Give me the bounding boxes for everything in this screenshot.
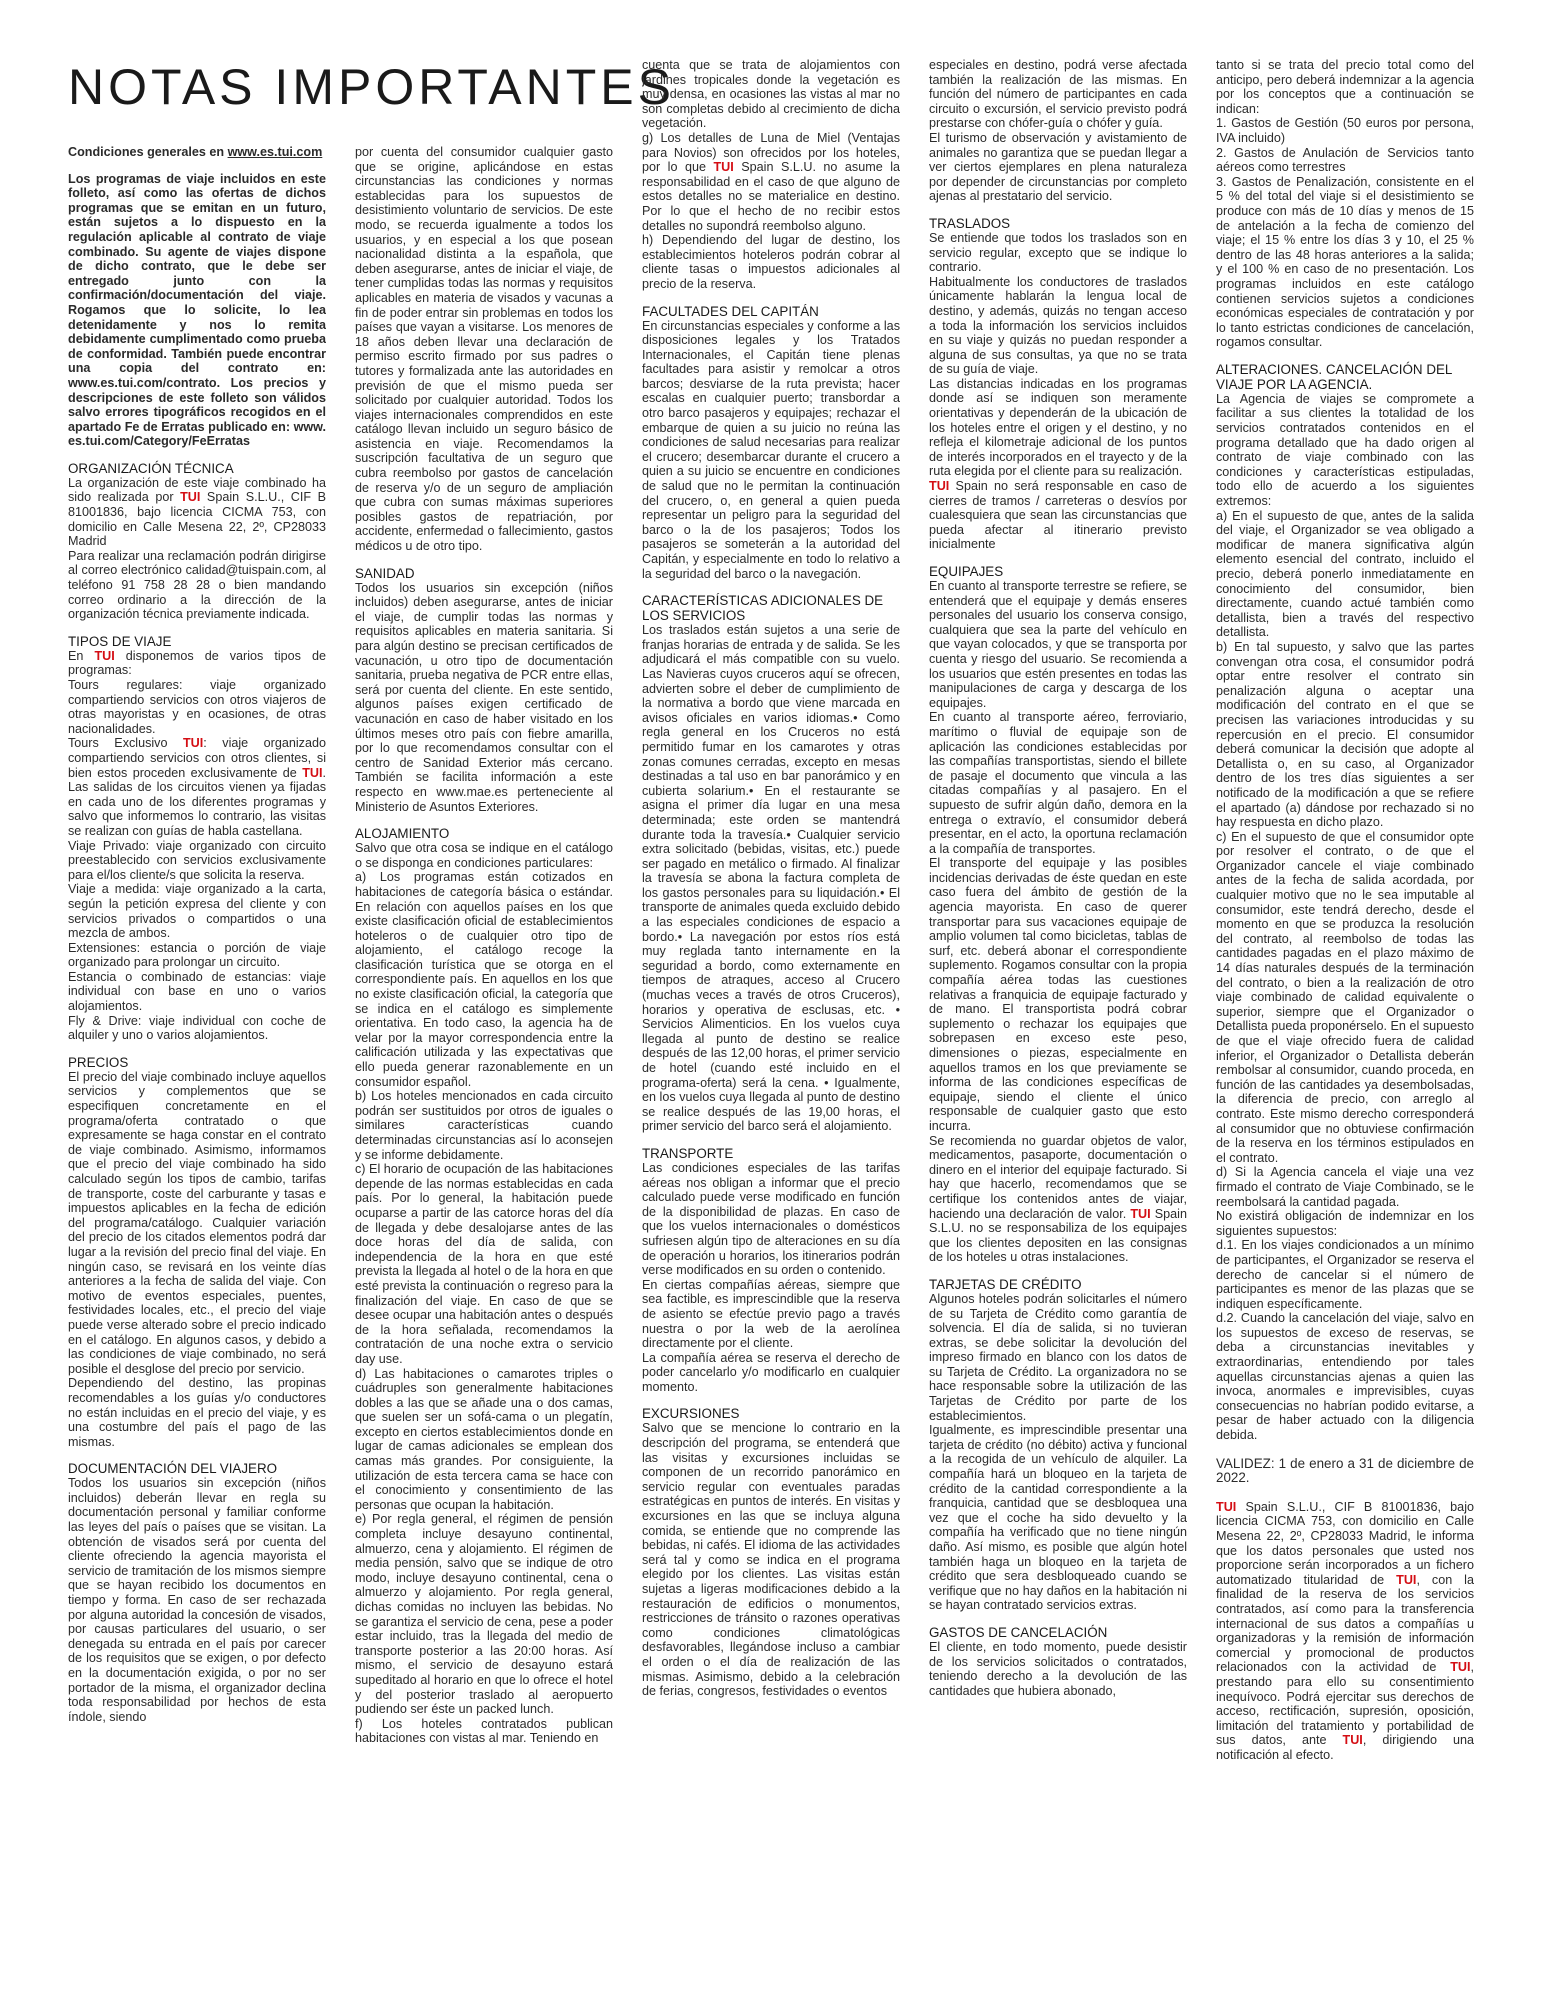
transporte-paragraph-1: Las condiciones especiales de las tarifas aéreas nos obligan a informar que el precio calculado puede verse modificado en función de la disponibilidad de plazas. En caso de que los vuelos internacionales o domésticos sufriesen algún tipo de alteraciones en su día de operación u horarios, los itinerarios podrán verse modificados en su orden o contenido. [642,1160,900,1278]
documentacion-paragraph-1: Todos los usuarios sin excepción (niños incluidos) deberán llevar en regla su documentación personal y familiar conforme las leyes del país o países que se visitan. La obtención de visados será por cuenta del cliente ofreciendo la agencia mayorista el servicio de tramitación de los mismos siempre que se hayan recibido los documentos en tiempo y forma. En caso de ser rechazada por alguna autoridad la concesión de visados, por causas particulares del usuario, o ser denegada su entrada en el país por carecer de los requisitos que se exigen, o por defecto en la documentación exigida, o por no ser portador de la misma, el organizador declina toda responsabilidad por hechos de esta índole, siendo [68,1476,326,1724]
excursiones-paragraph-1: Salvo que se mencione lo contrario en la descripción del programa, se entenderá que las visitas y excursiones incluidas se componen de un recorrido panorámico en servicio regular con eventuales paradas estratégicas en puntos de interés. En visitas y excursiones en las que se incluya alguna comida, se entiende que no comprende las bebidas, ni cafés. El idioma de las actividades será tal y como se indica en el programa elegido por los clientes. Las visitas están sujetas a ligeras modificaciones debido a la restauración de edificios o monumentos, restricciones de tránsito o razones operativas como condiciones climatológicas desfavorables, llegándose incluso a cambiar el orden o el día de realización de las mismas. Asimismo, debido a la celebración de ferias, congresos, festividades o eventos [642,1421,900,1699]
caracteristicas-paragraph-1: Los traslados están sujetos a una serie de franjas horarias de entrada y de salida. Se les adjudicará el más compatible con su vuelo. Las Navieras cuyos cruceros aquí se ofrecen, advierten sobre el deber de cumplimiento de la normativa a bordo que viene marcada en avisos oficiales en varios idiomas.• Como regla general en los Cruceros no está permitido fumar en los camarotes y otras zonas comunes cerradas, excepto en mesas destinadas a tal uso en bar panorámico y en cubierta solarium.• En el restaurante se asigna el primer día lugar en una mesa determinada; este orden se mantendrá durante toda la travesía.• Cualquier servicio extra solicitado (bebidas, visitas, etc.) puede ser pagado en metálico o firmado. Al finalizar la travesía se abona la factura completa de los gastos personales para su liquidación.• El transporte de animales queda excluido debido a las especiales condiciones de espacio a bordo.• La navegación por estos ríos está muy reglada tanto internamente en la seguridad a bordo, como externamente en tiempos de atraques, acceso al Crucero (muchas veces a través de otros Cruceros), horarios y operativa de esclusas, etc. • Servicios Alimenticios. En los vuelos cuya llegada al punto de destino se realice después de las 12,00 horas, el primer servicio de hotel (cuando esté incluido en el programa-oferta) será la cena. • Igualmente, en los vuelos cuya llegada al punto de destino se realice después de las 19,00 horas, el primer servicio del barco será el alojamiento. [642,623,900,1134]
heading-precios: PRECIOS [68,1054,129,1070]
alojamiento-paragraph-8: cuenta que se trata de alojamientos con jardines tropicales donde la vegetación es muy densa, en ocasiones las vistas al mar no son completas debido al crecimiento de dicha vegetación. [642,58,900,131]
traslados-paragraph-2: Habitualmente los conductores de traslados únicamente hablarán la lengua local de destino, y además, quizás no tengan acceso a toda la información los servicios incluidos en su viaje y quizás no puedan responder a alguna de sus consultas, ya que no se trata de su guía de viaje. [929,274,1187,377]
page-title: NOTAS IMPORTANTES [68,59,675,115]
gastos-item-2: 2. Gastos de Anulación de Servicios tanto aéreos como terrestres [1216,145,1474,175]
column-3 [642,58,900,1980]
excursiones-paragraph-2: especiales en destino, podrá verse afectada también la realización de las mismas. En función del número de participantes en cada circuito o excursión, el servicio previsto podrá prestarse con chófer-guía o chófer y guía. [929,58,1187,131]
heading-equipajes: EQUIPAJES [929,564,1004,579]
transporte-paragraph-3: La compañía aérea se reserva el derecho de poder cancelarlo y/o modificarlo en cualquier momento. [642,1350,900,1394]
tipos-paragraph-5: Viaje a medida: viaje organizado a la carta, según la petición expresa del cliente y con servicios privados o compartidos o una mezcla de ambos. [68,882,326,941]
column-1 [68,145,326,1980]
alojamiento-paragraph-7: f) Los hoteles contratados publican habitaciones con vistas al mar. Teniendo en [355,1716,613,1746]
privacy-paragraph: TUI Spain S.L.U., CIF B 81001836, bajo licencia CICMA 753, con domicilio en Calle Mesena 22, 2º, CP28033 Madrid, le informa que los datos personales que usted nos proporcione serán incorporados a un fichero automatizado titularidad de TUI, con la finalidad de la reserva de los servicios contratados, así como para la transferencia internacional de sus datos a compañías u organizadoras y la remisión de información comercial y promocional de productos relacionados con la actividad de TUI, prestando para ello su consentimiento inequívoco. Podrá ejercitar sus derechos de acceso, rectificación, supresión, oposición, limitación del tratamiento y portabilidad de sus datos, ante TUI, dirigiendo una notificación al efecto. [1216,1499,1474,1762]
precios-paragraph-2: Dependiendo del destino, las propinas recomendables a los guías y/o conductores no están incluidas en el precio del viaje, y es una costumbre del país el pago de las mismas. [68,1376,326,1449]
excursiones-paragraph-3: El turismo de observación y avistamiento de animales no garantiza que se puedan llegar a ver ciertos ejemplares en plena naturaleza por depender de circunstancias por completo ajenas al prestatario del servicio. [929,130,1187,204]
validez-line: VALIDEZ: 1 de enero a 31 de diciembre de 2022. [1216,1455,1474,1486]
equipajes-paragraph-4: Se recomienda no guardar objetos de valor, medicamentos, pasaporte, documentación o dinero en el interior del equipaje facturado. Si hay que hacerlo, recomendamos que se certifique los contenidos antes de viajar, haciendo una declaración de valor. TUI Spain S.L.U. no se responsabiliza de los equipajes que los clientes depositen en las consignas de los hoteles u otras instalaciones. [929,1133,1187,1265]
column-4 [929,58,1187,1980]
alteraciones-paragraph-4: c) En el supuesto de que el consumidor opte por resolver el contrato, o de que el Organizador cancele el viaje combinado antes de la fecha de salida acordada, por cualquier motivo que no le sea imputable al consumidor, este tendrá derecho, desde el momento en que se produzca la resolución del contrato, al reembolso de todas las cantidades pagadas en el plazo máximo de 14 días naturales después de la terminación del contrato, o bien a la realización de otro viaje combinado de calidad equivalente o superior, siempre que el Organizador o Detallista pueda proponérselo. En el supuesto de que el viaje ofrecido fuera de calidad inferior, el Organizador o Detallista deberán rembolsar al consumidor, cuando proceda, en función de las cantidades ya desembolsadas, la diferencia de precio, con arreglo al contrato. Este mismo derecho corresponderá al consumidor que no obtuviese confirmación de la reserva en los términos estipulados en el contrato. [1216,829,1474,1165]
gastos-item-1: 1. Gastos de Gestión (50 euros por persona, IVA incluido) [1216,116,1474,145]
heading-alojamiento: ALOJAMIENTO [355,826,450,842]
tipos-paragraph-8: Fly & Drive: viaje individual con coche de alquiler y uno o varios alojamientos. [68,1013,326,1043]
intro-paragraph: Los programas de viaje incluidos en este folleto, así como las ofertas de dichos programas que se emitan en un futuro, están sujetos a lo dispuesto en la regulación aplicable al contrato de viaje combinado. Su agente de viajes dispone de dicho contrato, que le debe ser entregado junto con la confirmación/documentación del viaje. Rogamos que lo solicite, lo lea detenidamente y nos lo remita debidamente cumplimentado como prueba de conformidad. También puede encontrar una copia del contrato en: www.es.tui.com/contrato. Los precios y descripciones de este folleto son válidos salvo errores tipográficos recogidos en el apartado Fe de Erratas publicado en: www. es.tui.com/Category/FeErratas [68,171,326,449]
column-5 [1216,58,1474,1980]
alojamiento-paragraph-9: g) Los detalles de Luna de Miel (Ventajas para Novios) son ofrecidos por los hoteles, por lo que TUI Spain S.L.U. no asume la responsabilidad en el caso de que alguno de estos detalles no se materialice en destino. Por lo que el hecho de no recibir estos detalles no supondrá reembolso alguno. [642,130,900,233]
general-conditions-line: Condiciones generales en www.es.tui.com [68,145,323,159]
tipos-paragraph-6: Extensiones: estancia o porción de viaje organizado para prolongar un circuito. [68,940,326,970]
heading-documentacion: DOCUMENTACIÓN DEL VIAJERO [68,1461,278,1477]
alteraciones-paragraph-6: No existirá obligación de indemnizar en los siguientes supuestos: [1216,1209,1474,1238]
organizacion-paragraph-2: Para realizar una reclamación podrán dirigirse al correo electrónico calidad@tuispain.com, al teléfono 91 758 28 28 o bien mandando correo ordinario a la dirección de la organización técnica previamente indicada. [68,548,326,622]
tipos-paragraph-1: En TUI disponemos de varios tipos de programas: [68,648,326,678]
gastos-paragraph-2: tanto si se trata del precio total como del anticipo, pero deberá indemnizar a la agencia por los conceptos que a continuación se indican: [1216,58,1474,116]
column-2 [355,145,613,1980]
tarjetas-paragraph-1: Algunos hoteles podrán solicitarles el número de su Tarjeta de Crédito como garantía de solvencia. El día de salida, si no tuvieran extras, se debe solicitar la devolución del impreso firmado en blanco con los datos de su Tarjeta de Crédito. La organizadora no se hace responsable sobre la utilización de las Tarjetas de Crédito por parte de los establecimientos. [929,1291,1187,1423]
equipajes-paragraph-2: En cuanto al transporte aéreo, ferroviario, marítimo o fluvial de equipaje son de aplicación las condiciones establecidas por las compañías transportistas, siendo el billete de pasaje el documento que vincula a las citadas compañías y al pasajero. En el supuesto de sufrir algún daño, demora en la entrega o extravío, el consumidor deberá presentar, en el acto, la oportuna reclamación a la compañía de transportes. [929,710,1187,856]
heading-tipos-de-viaje: TIPOS DE VIAJE [68,633,172,649]
tipos-paragraph-2: Tours regulares: viaje organizado compartiendo servicios con otros viajeros de otras mayoristas y en ocasiones, de otras nacionalidades. [68,678,326,736]
alteraciones-paragraph-3: b) En tal supuesto, y salvo que las partes convengan otra cosa, el consumidor podrá optar entre resolver el contrato sin penalización alguna o aceptar una modificación del contrato en el que se precisen las variaciones introducidas y su repercusión en el precio. El consumidor deberá comunicar la decisión que adopte al Detallista o, en su caso, al Organizador dentro de los tres días siguientes a ser notificado de la modificación a que se refiere el apartado (a) dándose por rechazado si no hay respuesta en dicho plazo. [1216,639,1474,830]
facultades-paragraph-1: En circunstancias especiales y conforme a las disposiciones legales y los Tratados Internacionales, el Capitán tiene plenas facultades para asistir y remolcar a otros barcos; desviarse de la ruta prevista; hacer escalas en cualquier puerto; transbordar a otro barco pasajeros y equipajes; rechazar el embarque de quien a su juicio no reúna las condiciones de salud necesarias para realizar el crucero; desembarcar durante el crucero a quien a su juicio se encuentre en condiciones de salud que no le permitan la continuación del crucero, o, en general a quien pueda representar un peligro para la seguridad del barco o la de los pasajeros; Todos los pasajeros se someterán a la autoridad del Capitán, y especialmente en todo lo relativo a la seguridad del barco o la navegación. [642,318,900,581]
precios-paragraph-1: El precio del viaje combinado incluye aquellos servicios y complementos que se especifiquen concretamente en el programa/oferta contratado o que expresamente se haga constar en el contrato de viaje combinado. Asimismo, informamos que el precio del viaje combinado ha sido calculado según los tipos de cambio, tarifas de transporte, coste del carburante y tasas e impuestos aplicables en la fecha de edición del programa/catálogo. Cualquier variación del precio de los citados elementos podrá dar lugar a la revisión del precio final del viaje. En ningún caso, se revisará en los veinte días anteriores a la fecha de salida del viaje. Con motivo de eventos especiales, puentes, festividades locales, etc., el precio del viaje puede verse alterado sobre el precio indicado en el catálogo. En algunos casos, y debido a las condiciones de viaje combinado, no será posible el desglose del precio por servicio. [68,1069,326,1376]
alteraciones-paragraph-2: a) En el supuesto de que, antes de la salida del viaje, el Organizador se vea obligado a modificar de manera significativa algún elemento esencial del contrato, incluido el precio, deberá ponerlo inmediatamente en conocimiento del consumidor, bien directamente, cuando actué también como detallista, bien a través del respectivo detallista. [1216,508,1474,640]
alojamiento-paragraph-6: e) Por regla general, el régimen de pensión completa incluye desayuno continental, almuerzo, cena y alojamiento. El régimen de media pensión, salvo que se indique de otro modo, incluye desayuno continental, cena o almuerzo y alojamiento. Por regla general, dichas comidas no incluyen las bebidas. No se garantiza el servicio de cena, pese a poder estar incluido, tras la llegada del medio de transporte posterior a las 20:00 horas. Así mismo, el servicio de desayuno estará supeditado al horario en que lo ofrece el hotel y del posterior traslado al aeropuerto pudiendo ser éste un packed lunch. [355,1512,613,1717]
gastos-item-3: 3. Gastos de Penalización, consistente en el 5 % del total del viaje si el desistimiento se produce con más de 10 días y menos de 15 de antelación a la fecha de comienzo del viaje; el 15 % entre los días 3 y 10, el 25 % dentro de las 48 horas anteriores a la salida; y el 100 % en caso de no presentación. Los programas incluidos en este catálogo contienen servicios sujetos a condiciones económicas especiales de contratación y por lo tanto estrictas condiciones de cancelación, rogamos consultar. [1216,174,1474,350]
alteraciones-paragraph-8: d.2. Cuando la cancelación del viaje, salvo en los supuestos de exceso de reservas, se deba a circunstancias inevitables y extraordinarias, entendiendo por tales aquellas circunstancias ajenas a quien las invoca, anormales e imprevisibles, cuyas consecuencias no habrían podido evitarse, a pesar de haber actuado con la diligencia debida. [1216,1311,1474,1443]
heading-gastos-cancelacion: GASTOS DE CANCELACIÓN [929,1624,1108,1640]
heading-excursiones: EXCURSIONES [642,1406,740,1422]
alteraciones-paragraph-1: La Agencia de viajes se compromete a facilitar a sus clientes la totalidad de los servicios contratados contenidos en el programa detallado que ha dado origen al contrato de viaje combinado con las condiciones y características estipuladas, todo ello de acuerdo a los siguientes extremos: [1216,391,1474,509]
equipajes-paragraph-1: En cuanto al transporte terrestre se refiere, se entenderá que el equipaje y demás enseres personales del usuario los conserva consigo, cualquiera que sea la parte del vehículo en que vayan colocados, y que se transporta por cuenta y riesgo del usuario. Se recomienda a los usuarios que estén presentes en todas las manipulaciones de carga y descarga de los equipajes. [929,579,1187,710]
tipos-paragraph-7: Estancia o combinado de estancias: viaje individual con base en uno o varios alojamientos. [68,969,326,1014]
alojamiento-paragraph-1: Salvo que otra cosa se indique en el catálogo o se disponga en condiciones particulares: [355,841,613,870]
heading-caracteristicas: CARACTERÍSTICAS ADICIONALES DE LOS SERVICIOS [642,593,884,624]
transporte-paragraph-2: En ciertas compañías aéreas, siempre que sea factible, es imprescindible que la reserva de asiento se efectúe previo pago a través nuestra o por la web de la aerolínea directamente por el cliente. [642,1277,900,1351]
heading-organizacion-tecnica: ORGANIZACIÓN TÉCNICA [68,460,234,476]
tarjetas-paragraph-2: Igualmente, es imprescindible presentar una tarjeta de crédito (no débito) activa y funcional a la recogida de un vehículo de alquiler. La compañía hará un bloqueo en la tarjeta de crédito de la cantidad correspondiente a la franquicia, cantidad que se desbloquea una vez que el coche ha sido devuelto y la compañía ha verificado que no tiene ningún daño. Así mismo, es posible que algún hotel también haga un bloqueo en la tarjeta de crédito que sera desbloqueado cuando se verifique que no hay daños en la habitación ni se hayan contratado servicios extras. [929,1423,1187,1613]
alojamiento-paragraph-3: b) Los hoteles mencionados en cada circuito podrán ser sustituidos por otros de iguales o similares características cuando determinadas circunstancias así lo aconsejen y se informe debidamente. [355,1089,613,1162]
alojamiento-paragraph-4: c) El horario de ocupación de las habitaciones depende de las normas establecidas en cada país. Por lo general, la habitación puede ocuparse a partir de las catorce horas del día de llegada y debe desalojarse antes de las doce horas del día de salida, con independencia de la hora en que esté prevista la llegada al hotel o de la hora en que esté prevista la continuación o regreso para la finalización del viaje. En caso de que se desee ocupar una habitación antes o después de la hora señalada, recomendamos la contratación de una noche extra o servicio day use. [355,1162,613,1366]
alojamiento-paragraph-2: a) Los programas están cotizados en habitaciones de categoría básica o estándar. En relación con aquellos países en los que existe clasificación oficial de establecimientos hoteleros o de cualquier otro tipo de alojamiento, el catálogo recoge la clasificación turística que se otorga en el correspondiente país. En aquellos en los que no existe clasificación oficial, la categoría que se indica en el catálogo es simplemente orientativa. En todo caso, la agencia ha de velar por la mayor correspondencia entre la calificación utilizada y las expectativas que ello pueda generar razonablemente en un consumidor español. [355,870,613,1089]
documentacion-paragraph-2: por cuenta del consumidor cualquier gasto que se origine, aplicándose en estas circunstancias las condiciones y normas establecidas para los supuestos de desistimiento voluntario de servicios. De este modo, se recuerda igualmente a todos los usuarios, y en especial a los que posean nacionalidad distinta a la española, que deben asegurarse, antes de iniciar el viaje, de tener cumplidas todas las normas y requisitos aplicables en materia de visados y vacunas a fin de poder entrar sin problemas en todos los países que vayan a visitarse. Los menores de 18 años deben llevar una declaración de permiso escrito firmado por sus padres o tutores y formalizada ante las autoridades en previsión de que el mismo pueda ser solicitado por cualquier autoridad. Todos los viajes internacionales comprendidos en este catálogo llevan incluido un seguro básico de asistencia en viaje. Recomendamos la suscripción facultativa de un seguro que cubra reembolso por gastos de cancelación de reserva y/o de un seguro de ampliación que cubra con sumas máximas superiores posibles gastos de repatriación, por accidente, enfermedad o fallecimiento, gastos médicos u de otro tipo. [355,145,613,554]
alojamiento-paragraph-5: d) Las habitaciones o camarotes triples o cuádruples son generalmente habitaciones dobles a las que se añade una o dos camas, que suelen ser un sofá-cama o un plegatín, excepto en ciertos establecimientos donde en lugar de camas adicionales se emplean dos camas más grandes. Por consiguiente, la utilización de esta tercera cama se hace con el conocimiento y consentimiento de las personas que ocupan la habitación. [355,1366,613,1512]
equipajes-paragraph-3: El transporte del equipaje y las posibles incidencias derivadas de éste quedan en este caso fuera del ámbito de gestión de la agencia mayorista. En caso de querer transportar para sus vacaciones equipaje de amplio volumen tal como bicicletas, tablas de surf, etc. deberá abonar el correspondiente suplemento. Rogamos consultar con la propia compañía aérea todas las cuestiones relativas a franquicia de equipaje facturado y de mano. El transportista podrá cobrar suplemento o rechazar los equipajes que sobrepasen en exceso este peso, dimensiones o piezas, especialmente en aquellos tramos en los que previamente se informa de las condiciones específicas de equipaje, siendo el cliente el único responsable de cualquier gasto que esto incurra. [929,856,1187,1133]
general-conditions-link[interactable]: www.es.tui.com [227,145,323,159]
organizacion-paragraph-1: La organización de este viaje combinado ha sido realizada por TUI Spain S.L.U., CIF B 81001836, bajo licencia CICMA 753, con domicilio en Calle Mesena 22, 2º, CP28033 Madrid [68,475,326,549]
alteraciones-paragraph-7: d.1. En los viajes condicionados a un mínimo de participantes, el Organizador se reserva el derecho de cancelar si el número de participantes es menor de las plazas que se indiquen específicamente. [1216,1238,1474,1311]
tipos-paragraph-4: Viaje Privado: viaje organizado con circuito preestablecido con servicios exclusivamente para el/los cliente/s que solicita la reserva. [68,838,326,882]
heading-sanidad: SANIDAD [355,565,415,581]
tipos-paragraph-3: Tours Exclusivo TUI: viaje organizado compartiendo servicios con otros clientes, si bien estos proceden exclusivamente de TUI. Las salidas de los circuitos vienen ya fijadas en cada uno de los diferentes programas y salvo que informemos lo contrario, las visitas se realizan con guías de habla castellana. [68,736,326,838]
gastos-paragraph-1: El cliente, en todo momento, puede desistir de los servicios solicitados o contratados, teniendo derecho a la devolución de las cantidades que hubiera abonado, [929,1639,1187,1698]
heading-transporte: TRANSPORTE [642,1145,734,1161]
traslados-paragraph-1: Se entiende que todos los traslados son en servicio regular, excepto que se indique lo contrario. [929,230,1187,275]
heading-tarjetas-credito: TARJETAS DE CRÉDITO [929,1276,1082,1292]
alojamiento-paragraph-10: h) Dependiendo del lugar de destino, los establecimientos hoteleros podrán cobrar al cliente tasas o impuestos adicionales al precio de la reserva. [642,233,900,291]
heading-alteraciones: ALTERACIONES. CANCELACIÓN DEL VIAJE POR LA AGENCIA. [1216,361,1452,392]
traslados-paragraph-3: Las distancias indicadas en los programas donde así se indiquen son meramente orientativas y dependerán de la ubicación de los hoteles entre el origen y el destino, y no refleja el kilometraje adicional de los puntos de interés incorporados en el trayecto y de la ruta elegida por el cliente para su realización. [929,376,1187,479]
heading-traslados: TRASLADOS [929,215,1011,231]
traslados-paragraph-4: TUI Spain no será responsable en caso de cierres de tramos / carreteras o desvíos por cualesquiera que sean las circunstancias que pueda afectar al itinerario previsto inicialmente [929,479,1187,552]
heading-facultades-capitan: FACULTADES DEL CAPITÁN [642,303,819,319]
alteraciones-paragraph-5: d) Si la Agencia cancela el viaje una vez firmado el contrato de Viaje Combinado, se le reembolsará la cantidad pagada. [1216,1165,1474,1209]
sanidad-paragraph-1: Todos los usuarios sin excepción (niños incluidos) deben asegurarse, antes de iniciar el viaje, de cumplir todas las normas y requisitos aplicables en materia sanitaria. Si para algún destino se precisan certificados de vacunación, u otro tipo de documentación sanitaria, prueba negativa de PCR entre ellas, será por cuenta del cliente. En este sentido, algunos países exigen certificado de vacunación en caso de haber visitado en los últimos meses otro país con fiebre amarilla, por lo que recomendamos consultar con el centro de Sanidad Exterior más cercano. También se facilita información a este respecto en www.mae.es perteneciente al Ministerio de Asuntos Exteriores. [355,580,613,814]
